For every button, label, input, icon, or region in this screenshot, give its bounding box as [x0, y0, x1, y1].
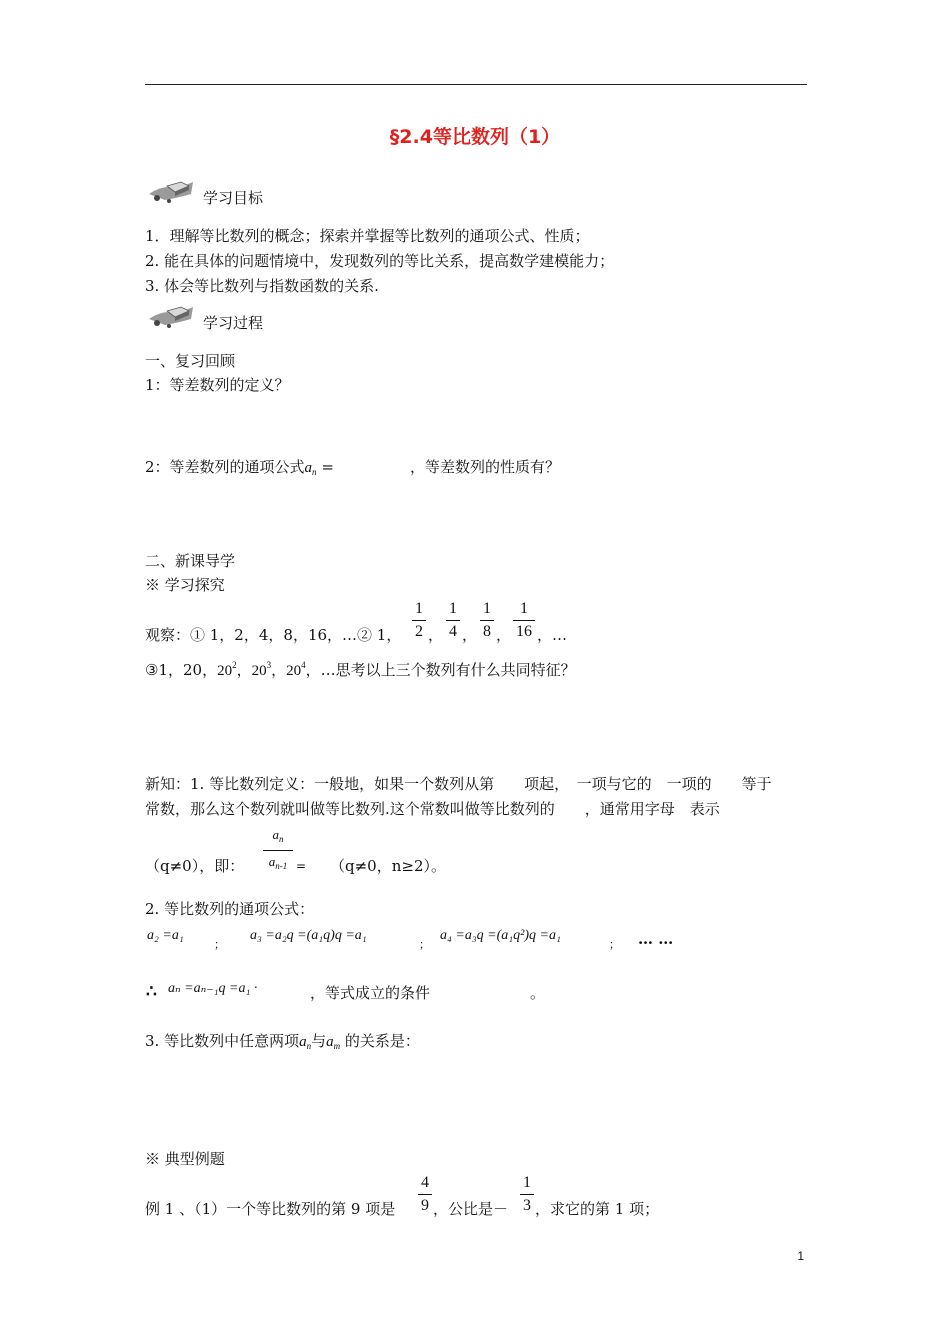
fraction-1-2: 1 2 [412, 600, 426, 641]
review-q1: 1：等差数列的定义？ [145, 376, 290, 394]
fraction-1-3: 1 3 [520, 1174, 534, 1215]
eq-an: aₙ =aₙ₋₁q =a₁ · [168, 981, 258, 996]
section-process: 学习过程 [203, 314, 264, 332]
fraction-4-9: 4 9 [418, 1174, 432, 1215]
goal-2: 2. 能在具体的问题情境中，发现数列的等比关系，提高数学建模能力； [145, 252, 615, 270]
examples-heading: ※ 典型例题 [145, 1150, 225, 1168]
review-q2-post: ，等差数列的性质有？ [410, 458, 561, 476]
general-heading: 2. 等比数列的通项公式： [145, 900, 315, 918]
comma: ， [462, 626, 478, 644]
fraction-1-16: 1 16 [513, 600, 535, 641]
section-goals: 学习目标 [203, 189, 264, 207]
ratio-fraction: $a_n$ $a_{n-1}$ [263, 826, 293, 875]
equals: = [321, 458, 334, 476]
observe-pre: 观察：① 1，2，4，8，16，…② 1， [145, 626, 402, 644]
example1-mid: ，公比是－ [433, 1200, 509, 1218]
fraction-1-4: 1 4 [446, 600, 460, 641]
goal-3: 3. 体会等比数列与指数函数的关系. [145, 277, 379, 295]
semicolon: ； [214, 938, 225, 951]
page-number: 1 [797, 1249, 804, 1263]
newknow-line3-pre: （q≠0），即： [145, 857, 245, 875]
semicolon: ； [609, 938, 620, 951]
fraction-1-8: 1 8 [480, 600, 494, 641]
example1-post: ，求它的第 1 项； [535, 1200, 660, 1218]
eq-a4: a₄ =a₃q =(a₁q²)q =a₁ [440, 928, 561, 943]
newlesson-heading: 二、新课导学 [145, 552, 236, 570]
comma: ， [496, 626, 512, 644]
dots: … … [638, 930, 674, 948]
review-heading: 一、复习回顾 [145, 352, 236, 370]
an-symbol: $a_n$ [304, 460, 317, 477]
example1-pre: 例 1 、（1）一个等比数列的第 9 项是 [145, 1200, 396, 1218]
ratio-equals: = [296, 859, 307, 873]
book-icon [145, 301, 197, 329]
therefore-symbol: ∴ [146, 982, 157, 1002]
book-icon [145, 176, 197, 204]
observe-ellipsis: ，… [537, 626, 568, 644]
relation-line: 3. 等比数列中任意两项$a_n$与$a_m$ 的关系是： [145, 1032, 420, 1051]
observe-line3: ③1，20，$20^2$，$20^3$，$20^4$，…思考以上三个数列有什么共同特征？ [145, 660, 576, 679]
newknow-line2: 常数，那么这个数列就叫做等比数列.这个常数叫做等比数列的 ，通常用字母 表示 [145, 800, 720, 818]
period: 。 [530, 984, 546, 1002]
page-title: §2.4等比数列（1） [389, 126, 561, 148]
semicolon: ； [419, 938, 430, 951]
explore-heading: ※ 学习探究 [145, 576, 225, 594]
review-q2-pre: 2：等差数列的通项公式 [145, 458, 305, 476]
comma: ， [428, 626, 444, 644]
newknow-line3-post: （q≠0，n≥2）。 [330, 857, 446, 875]
review-q2 [145, 457, 334, 482]
newknow-line1: 新知：1. 等比数列定义：一般地，如果一个数列从第 项起， 一项与它的 一项的 等于 [145, 775, 772, 793]
header-rule [145, 84, 807, 85]
eq-a2: a₂ =a₁ [147, 928, 184, 943]
eq-a3: a₃ =a₂q =(a₁q)q =a₁ [250, 928, 367, 943]
condition-text: ，等式成立的条件 [310, 984, 431, 1002]
goal-1: 1．理解等比数列的概念；探索并掌握等比数列的通项公式、性质； [145, 227, 590, 245]
